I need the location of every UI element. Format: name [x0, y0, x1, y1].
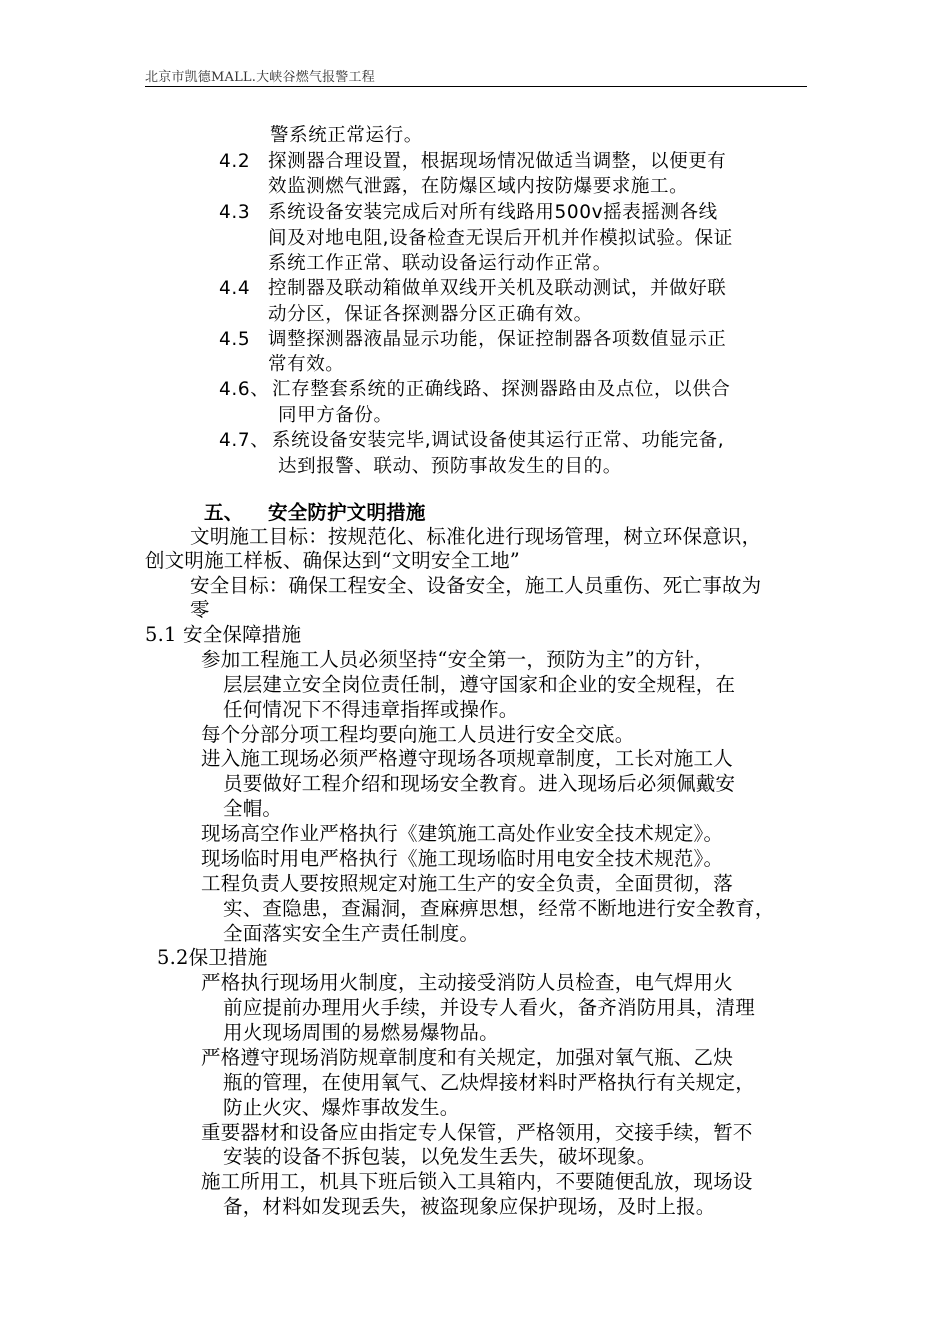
item-4-7-number: 4.7、 — [219, 430, 270, 451]
item-4-4-line: 动分区，保证各探测器分区正确有效。 — [268, 304, 593, 325]
item-4-4-number: 4.4 — [219, 278, 251, 299]
item-4-3-number: 4.3 — [219, 202, 251, 223]
item-4-2-line: 效监测燃气泄露，在防爆区域内按防爆要求施工。 — [268, 176, 689, 197]
item-4-5-number: 4.5 — [219, 329, 251, 350]
safety-goal-line: 安全目标：确保工程安全、设备安全，施工人员重伤、死亡事故为 — [190, 574, 762, 597]
item-4-7-line: 系统设备安装完毕,调试设备使其运行正常、功能完备, — [272, 430, 725, 451]
subsection-5-1-title: 5.1 安全保障措施 — [145, 623, 302, 646]
safety-measure-line: 每个分部分项工程均要向施工人员进行安全交底。 — [201, 723, 635, 746]
item-4-5-line: 调整探测器液晶显示功能，保证控制器各项数值显示正 — [268, 329, 727, 350]
security-measure-line: 施工所用工，机具下班后锁入工具箱内，不要随便乱放，现场设 — [201, 1170, 753, 1193]
section5-heading-number: 五、 — [204, 501, 244, 524]
subsection-5-2-title: 5.2保卫措施 — [157, 946, 268, 969]
safety-goal-line: 零 — [190, 598, 210, 621]
security-measure-line: 严格遵守现场消防规章制度和有关规定，加强对氧气瓶、乙炔 — [201, 1046, 733, 1069]
item-4-7-line: 达到报警、联动、预防事故发生的目的。 — [278, 456, 622, 477]
page-header-title: 北京市凯德MALL.大峡谷燃气报警工程 — [145, 70, 375, 85]
safety-measure-line: 任何情况下不得违章指挥或操作。 — [223, 698, 519, 721]
security-measure-line: 瓶的管理，在使用氧气、乙炔焊接材料时严格执行有关规定， — [223, 1071, 755, 1094]
safety-measure-line: 实、查隐患，查漏洞，查麻痹思想，经常不断地进行安全教育， — [223, 897, 775, 920]
section5-heading-title: 安全防护文明措施 — [268, 501, 426, 524]
safety-measure-line: 员要做好工程介绍和现场安全教育。进入现场后必须佩戴安 — [223, 772, 736, 795]
item-4-2-number: 4.2 — [219, 151, 251, 172]
section4-continuation: 警系统正常运行。 — [270, 125, 423, 146]
civil-goal-line: 文明施工目标：按规范化、标准化进行现场管理，树立环保意识， — [190, 525, 762, 548]
security-measure-line: 防止火灾、爆炸事故发生。 — [223, 1096, 460, 1119]
item-4-3-line: 间及对地电阻,设备检查无误后开机并作模拟试验。保证 — [268, 228, 733, 249]
safety-measure-line: 现场高空作业严格执行《建筑施工高处作业安全技术规定》。 — [201, 822, 724, 845]
security-measure-line: 安装的设备不拆包装，以免发生丢失，破坏现象。 — [223, 1145, 657, 1168]
safety-measure-line: 进入施工现场必须严格遵守现场各项规章制度，工长对施工人 — [201, 747, 733, 770]
safety-measure-line: 现场临时用电严格执行《施工现场临时用电安全技术规范》。 — [201, 847, 724, 870]
security-measure-line: 严格执行现场用火制度，主动接受消防人员检查，电气焊用火 — [201, 971, 733, 994]
safety-measure-line: 全面落实安全生产责任制度。 — [223, 922, 480, 945]
item-4-5-line: 常有效。 — [268, 354, 345, 375]
item-4-3-line: 系统设备安装完成后对所有线路用500v摇表摇测各线 — [268, 202, 718, 223]
item-4-6-line: 同甲方备份。 — [278, 405, 393, 426]
item-4-6-line: 汇存整套系统的正确线路、探测器路由及点位，以供合 — [272, 379, 731, 400]
safety-measure-line: 全帽。 — [223, 797, 283, 820]
item-4-2-line: 探测器合理设置，根据现场情况做适当调整，以便更有 — [268, 151, 727, 172]
security-measure-line: 前应提前办理用火手续，并设专人看火，备齐消防用具，清理 — [223, 996, 755, 1019]
safety-measure-line: 层层建立安全岗位责任制，遵守国家和企业的安全规程，在 — [223, 673, 736, 696]
security-measure-line: 用火现场周围的易燃易爆物品。 — [223, 1021, 499, 1044]
civil-goal-line: 创文明施工样板、确保达到“文明安全工地” — [145, 549, 520, 572]
item-4-6-number: 4.6、 — [219, 379, 270, 400]
item-4-3-line: 系统工作正常、联动设备运行动作正常。 — [268, 253, 612, 274]
security-measure-line: 重要器材和设备应由指定专人保管，严格领用，交接手续，暂不 — [201, 1121, 753, 1144]
header-divider — [145, 86, 807, 87]
security-measure-line: 备，材料如发现丢失，被盗现象应保护现场，及时上报。 — [223, 1195, 716, 1218]
item-4-4-line: 控制器及联动箱做单双线开关机及联动测试，并做好联 — [268, 278, 727, 299]
safety-measure-line: 参加工程施工人员必须坚持“安全第一，预防为主”的方针， — [201, 648, 714, 671]
safety-measure-line: 工程负责人要按照规定对施工生产的安全负责，全面贯彻，落 — [201, 872, 733, 895]
